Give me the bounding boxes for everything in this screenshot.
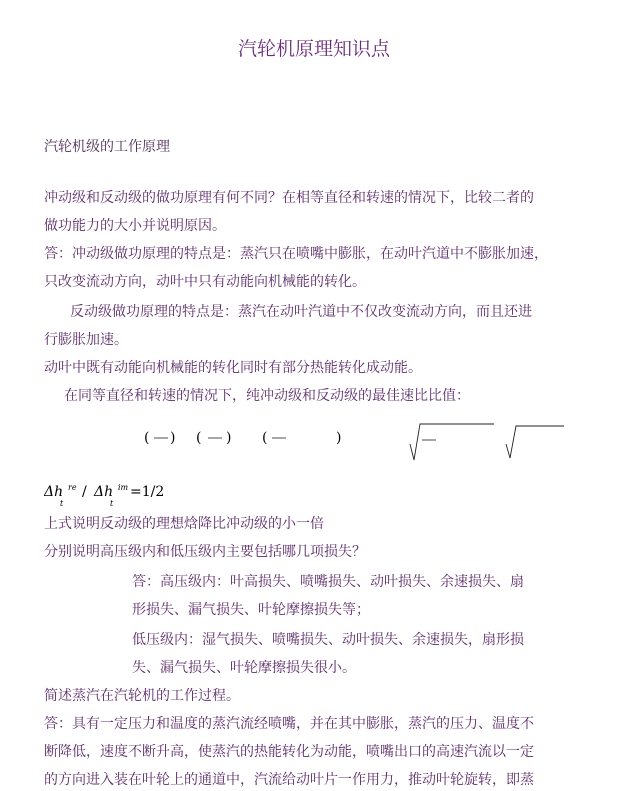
answer-line: 答：高压级内：叶高损失、喷嘴损失、动叶损失、余速损失、扇 xyxy=(132,574,524,590)
answer-line: 答：具有一定压力和温度的蒸汽流经喷嘴，并在其中膨胀，蒸汽的压力、温度不 xyxy=(44,716,534,732)
paragraph-line: 冲动级和反动级的做功原理有何不同？在相等直径和转速的情况下，比较二者的 xyxy=(44,190,534,206)
paragraph-line: 反动级做功原理的特点是：蒸汽在动叶汽道中不仅改变流动方向，而且还进 xyxy=(70,304,532,320)
svg-text:=1/2: =1/2 xyxy=(130,484,165,500)
speed-ratio-formula xyxy=(44,420,584,470)
svg-text:Δh: Δh xyxy=(44,484,64,500)
svg-text:re: re xyxy=(68,483,77,492)
answer-line: 低压级内：湿气损失、喷嘴损失、动叶损失、余速损失，扇形损 xyxy=(132,632,524,648)
paragraph-line: 答：冲动级做功原理的特点是：蒸汽只在喷嘴中膨胀，在动叶汽道中不膨胀加速， xyxy=(44,246,548,262)
svg-text:t: t xyxy=(110,499,114,508)
question-line: 分别说明高压级内和低压级内主要包括哪几项损失？ xyxy=(44,544,366,560)
question-line: 简述蒸汽在汽轮机的工作过程。 xyxy=(44,688,240,704)
svg-text:): ) xyxy=(226,430,232,446)
svg-text:t: t xyxy=(60,499,64,508)
svg-text:): ) xyxy=(336,430,342,446)
answer-line: 失、漏气损失、叶轮摩擦损失很小。 xyxy=(132,660,356,676)
svg-text:(: ( xyxy=(144,430,150,446)
svg-text:Δh: Δh xyxy=(94,484,114,500)
svg-text:(: ( xyxy=(262,430,268,446)
document-title: 汽轮机原理知识点 xyxy=(237,38,390,60)
paragraph-line: 动叶中既有动能向机械能的转化同时有部分热能转化成动能。 xyxy=(44,360,422,376)
paragraph-line: 做功能力的大小并说明原因。 xyxy=(44,218,226,234)
paragraph-line: 行膨胀加速。 xyxy=(44,332,128,348)
section-heading: 汽轮机级的工作原理 xyxy=(44,139,170,155)
svg-text:(: ( xyxy=(196,430,202,446)
paragraph-line: 在同等直径和转速的情况下，纯冲动级和反动级的最佳速比比值： xyxy=(64,388,470,404)
answer-line: 断降低，速度不断升高，使蒸汽的热能转化为动能，喷嘴出口的高速汽流以一定 xyxy=(44,744,534,760)
paragraph-line: 只改变流动方向，动叶中只有动能向机械能的转化。 xyxy=(44,274,366,290)
enthalpy-ratio-formula xyxy=(44,478,244,510)
paragraph-line: 上式说明反动级的理想焓降比冲动级的小一倍 xyxy=(44,516,324,532)
svg-text:im: im xyxy=(118,483,129,492)
answer-line: 的方向进入装在叶轮上的通道中，汽流给动叶片一作用力，推动叶轮旋转，即蒸 xyxy=(44,772,534,788)
svg-text:): ) xyxy=(170,430,176,446)
answer-line: 形损失、漏气损失、叶轮摩擦损失等； xyxy=(132,602,370,618)
svg-text:/: / xyxy=(82,484,87,500)
